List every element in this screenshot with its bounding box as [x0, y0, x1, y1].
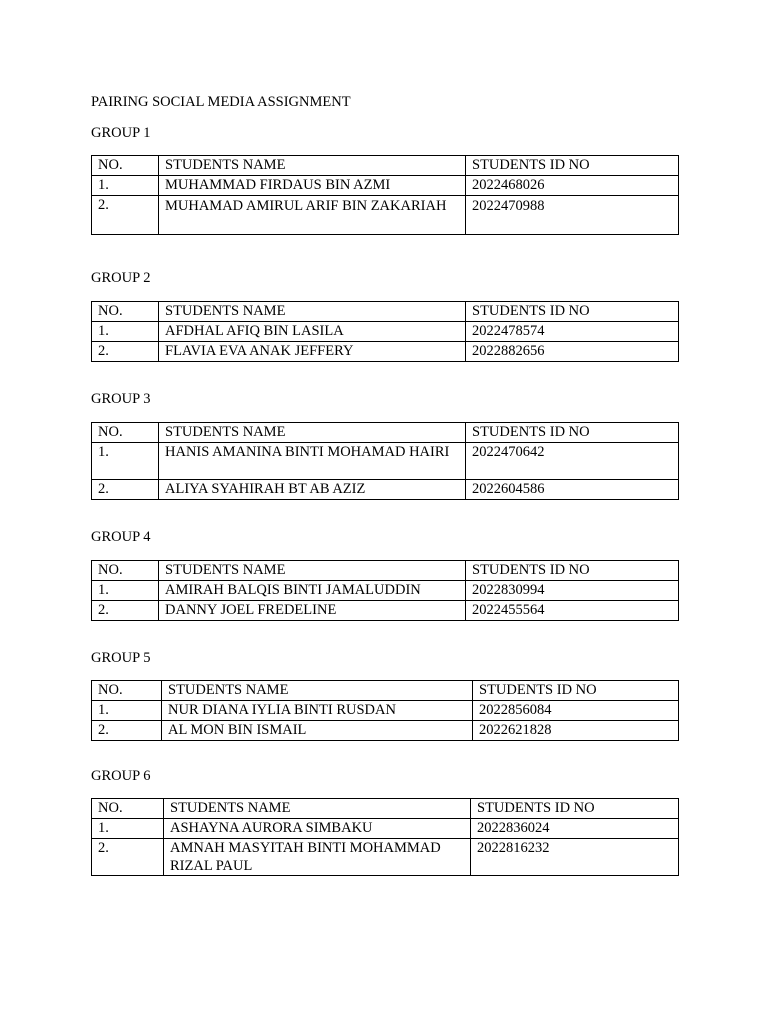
table-row: [92, 581, 679, 601]
header-no: NO.: [92, 681, 162, 701]
student-id: 2022882656: [466, 342, 679, 362]
header-no: NO.: [92, 302, 159, 322]
table-header-row: [92, 423, 679, 443]
group-6-heading: GROUP 6: [91, 768, 151, 784]
group-5-heading: GROUP 5: [91, 650, 151, 666]
header-id: STUDENTS ID NO: [466, 302, 679, 322]
header-id: STUDENTS ID NO: [471, 799, 679, 819]
table-row: [92, 196, 679, 235]
student-name: ALIYA SYAHIRAH BT AB AZIZ: [159, 480, 466, 500]
table-header-row: [92, 799, 679, 819]
table-header-row: [92, 561, 679, 581]
row-no: 2.: [92, 721, 162, 741]
group-3-table: [91, 422, 679, 500]
header-id: STUDENTS ID NO: [473, 681, 679, 701]
group-2-heading: GROUP 2: [91, 270, 151, 286]
student-id: 2022604586: [466, 480, 679, 500]
student-id: 2022470988: [466, 196, 679, 235]
table-row: [92, 322, 679, 342]
row-no: 2.: [92, 480, 159, 500]
table-row: [92, 819, 679, 839]
group-1-heading: GROUP 1: [91, 125, 151, 141]
header-no: NO.: [92, 561, 159, 581]
group-4-table: [91, 560, 679, 621]
table-row: [92, 701, 679, 721]
student-name: AL MON BIN ISMAIL: [162, 721, 473, 741]
student-name: AMNAH MASYITAH BINTI MOHAMMAD RIZAL PAUL: [164, 839, 471, 876]
student-id: 2022455564: [466, 601, 679, 621]
row-no: 1.: [92, 443, 159, 480]
table-row: [92, 443, 679, 480]
student-id: 2022470642: [466, 443, 679, 480]
table-header-row: [92, 156, 679, 176]
group-3-heading: GROUP 3: [91, 391, 151, 407]
header-name: STUDENTS NAME: [159, 156, 466, 176]
student-name: AMIRAH BALQIS BINTI JAMALUDDIN: [159, 581, 466, 601]
student-name: MUHAMMAD FIRDAUS BIN AZMI: [159, 176, 466, 196]
document-title: PAIRING SOCIAL MEDIA ASSIGNMENT: [91, 94, 351, 110]
row-no: 2.: [92, 196, 159, 235]
header-no: NO.: [92, 156, 159, 176]
student-id: 2022816232: [471, 839, 679, 876]
row-no: 1.: [92, 581, 159, 601]
row-no: 1.: [92, 701, 162, 721]
student-id: 2022856084: [473, 701, 679, 721]
table-row: [92, 721, 679, 741]
table-row: [92, 839, 679, 876]
header-name: STUDENTS NAME: [162, 681, 473, 701]
group-2-table: [91, 301, 679, 362]
group-6-table: [91, 798, 679, 876]
header-name: STUDENTS NAME: [164, 799, 471, 819]
table-header-row: [92, 302, 679, 322]
row-no: 1.: [92, 176, 159, 196]
header-id: STUDENTS ID NO: [466, 156, 679, 176]
student-id: 2022468026: [466, 176, 679, 196]
header-no: NO.: [92, 423, 159, 443]
group-5-table: [91, 680, 679, 741]
student-name: FLAVIA EVA ANAK JEFFERY: [159, 342, 466, 362]
student-name: NUR DIANA IYLIA BINTI RUSDAN: [162, 701, 473, 721]
header-id: STUDENTS ID NO: [466, 561, 679, 581]
row-no: 2.: [92, 342, 159, 362]
group-1-table: [91, 155, 679, 235]
row-no: 2.: [92, 839, 164, 876]
header-no: NO.: [92, 799, 164, 819]
header-name: STUDENTS NAME: [159, 561, 466, 581]
header-id: STUDENTS ID NO: [466, 423, 679, 443]
header-name: STUDENTS NAME: [159, 423, 466, 443]
header-name: STUDENTS NAME: [159, 302, 466, 322]
row-no: 1.: [92, 322, 159, 342]
student-name: DANNY JOEL FREDELINE: [159, 601, 466, 621]
student-id: 2022836024: [471, 819, 679, 839]
table-row: [92, 176, 679, 196]
student-name: AFDHAL AFIQ BIN LASILA: [159, 322, 466, 342]
student-name: MUHAMAD AMIRUL ARIF BIN ZAKARIAH: [159, 196, 466, 235]
student-id: 2022621828: [473, 721, 679, 741]
table-header-row: [92, 681, 679, 701]
table-row: [92, 601, 679, 621]
table-row: [92, 342, 679, 362]
table-row: [92, 480, 679, 500]
group-4-heading: GROUP 4: [91, 529, 151, 545]
row-no: 2.: [92, 601, 159, 621]
student-name: ASHAYNA AURORA SIMBAKU: [164, 819, 471, 839]
student-id: 2022478574: [466, 322, 679, 342]
student-id: 2022830994: [466, 581, 679, 601]
row-no: 1.: [92, 819, 164, 839]
student-name: HANIS AMANINA BINTI MOHAMAD HAIRI: [159, 443, 466, 480]
